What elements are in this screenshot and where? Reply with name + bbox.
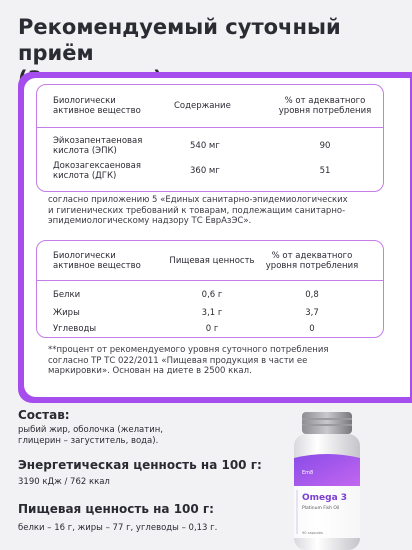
percent-footnote: **процент от рекомендуемого уровня суточного потребления согласно ТР ТС 022/2011 «Пищевая продукция в части ее маркировки». Основан на диете в 2500 ккал.	[48, 345, 329, 376]
row-percent: 51	[319, 166, 331, 176]
header-percent: % от адекватного уровня потребления	[278, 96, 372, 116]
row-amount: 0 г	[205, 324, 219, 334]
nutrition-table	[36, 240, 384, 338]
intake-table	[36, 84, 384, 192]
nutrition-value: белки – 16 г, жиры – 77 г, углеводы – 0,13 г.	[18, 523, 218, 533]
table-row: Углеводы	[53, 324, 97, 334]
regulation-note: согласно приложению 5 «Единых санитарно-эпидемиологических и гигиенических требований к товарам, подлежащим санитарно- эпидемиологическому надзору ТС ЕврАзЭС».	[48, 195, 348, 226]
header-substance: Биологически активное вещество	[53, 96, 141, 116]
title-line-1: Рекомендуемый суточный приём	[18, 15, 341, 65]
nutrition-table-header	[37, 241, 383, 281]
energy-title: Энергетическая ценность на 100 г:	[18, 458, 262, 472]
bottle-product: Omega 3	[302, 493, 348, 503]
row-percent: 3,7	[305, 308, 319, 318]
table-row: Эйкозапентаеновая кислота (ЭПК)	[53, 136, 143, 156]
row-amount: 0,6 г	[201, 290, 223, 300]
header-percent: % от адекватного уровня потребления	[265, 251, 359, 271]
composition-text: рыбий жир, оболочка (желатин, глицерин – загуститель, вода).	[18, 425, 164, 446]
nutrition-title: Пищевая ценность на 100 г:	[18, 502, 214, 516]
header-nutrition: Пищевая ценность	[169, 256, 255, 266]
row-amount: 540 мг	[190, 141, 220, 151]
energy-value: 3190 кДж / 762 ккал	[18, 477, 110, 487]
table-row: Белки	[53, 290, 81, 300]
composition-title: Состав:	[18, 408, 70, 422]
row-percent: 0	[309, 324, 315, 334]
product-bottle-image	[268, 410, 386, 550]
table-row: Жиры	[53, 308, 80, 318]
bottle-subtitle: Platinum Fish Oil	[302, 506, 340, 511]
header-content: Содержание	[174, 101, 231, 111]
row-percent: 90	[319, 141, 331, 151]
bottle-count: 90 capsules	[302, 531, 323, 535]
row-amount: 360 мг	[190, 166, 220, 176]
table-row: Докозагексаеновая кислота (ДГК)	[53, 161, 141, 181]
bottle-brand: Em8	[302, 470, 314, 476]
row-percent: 0,8	[305, 290, 319, 300]
header-substance: Биологически активное вещество	[53, 251, 141, 271]
intake-table-header	[37, 85, 383, 128]
row-amount: 3,1 г	[201, 308, 223, 318]
